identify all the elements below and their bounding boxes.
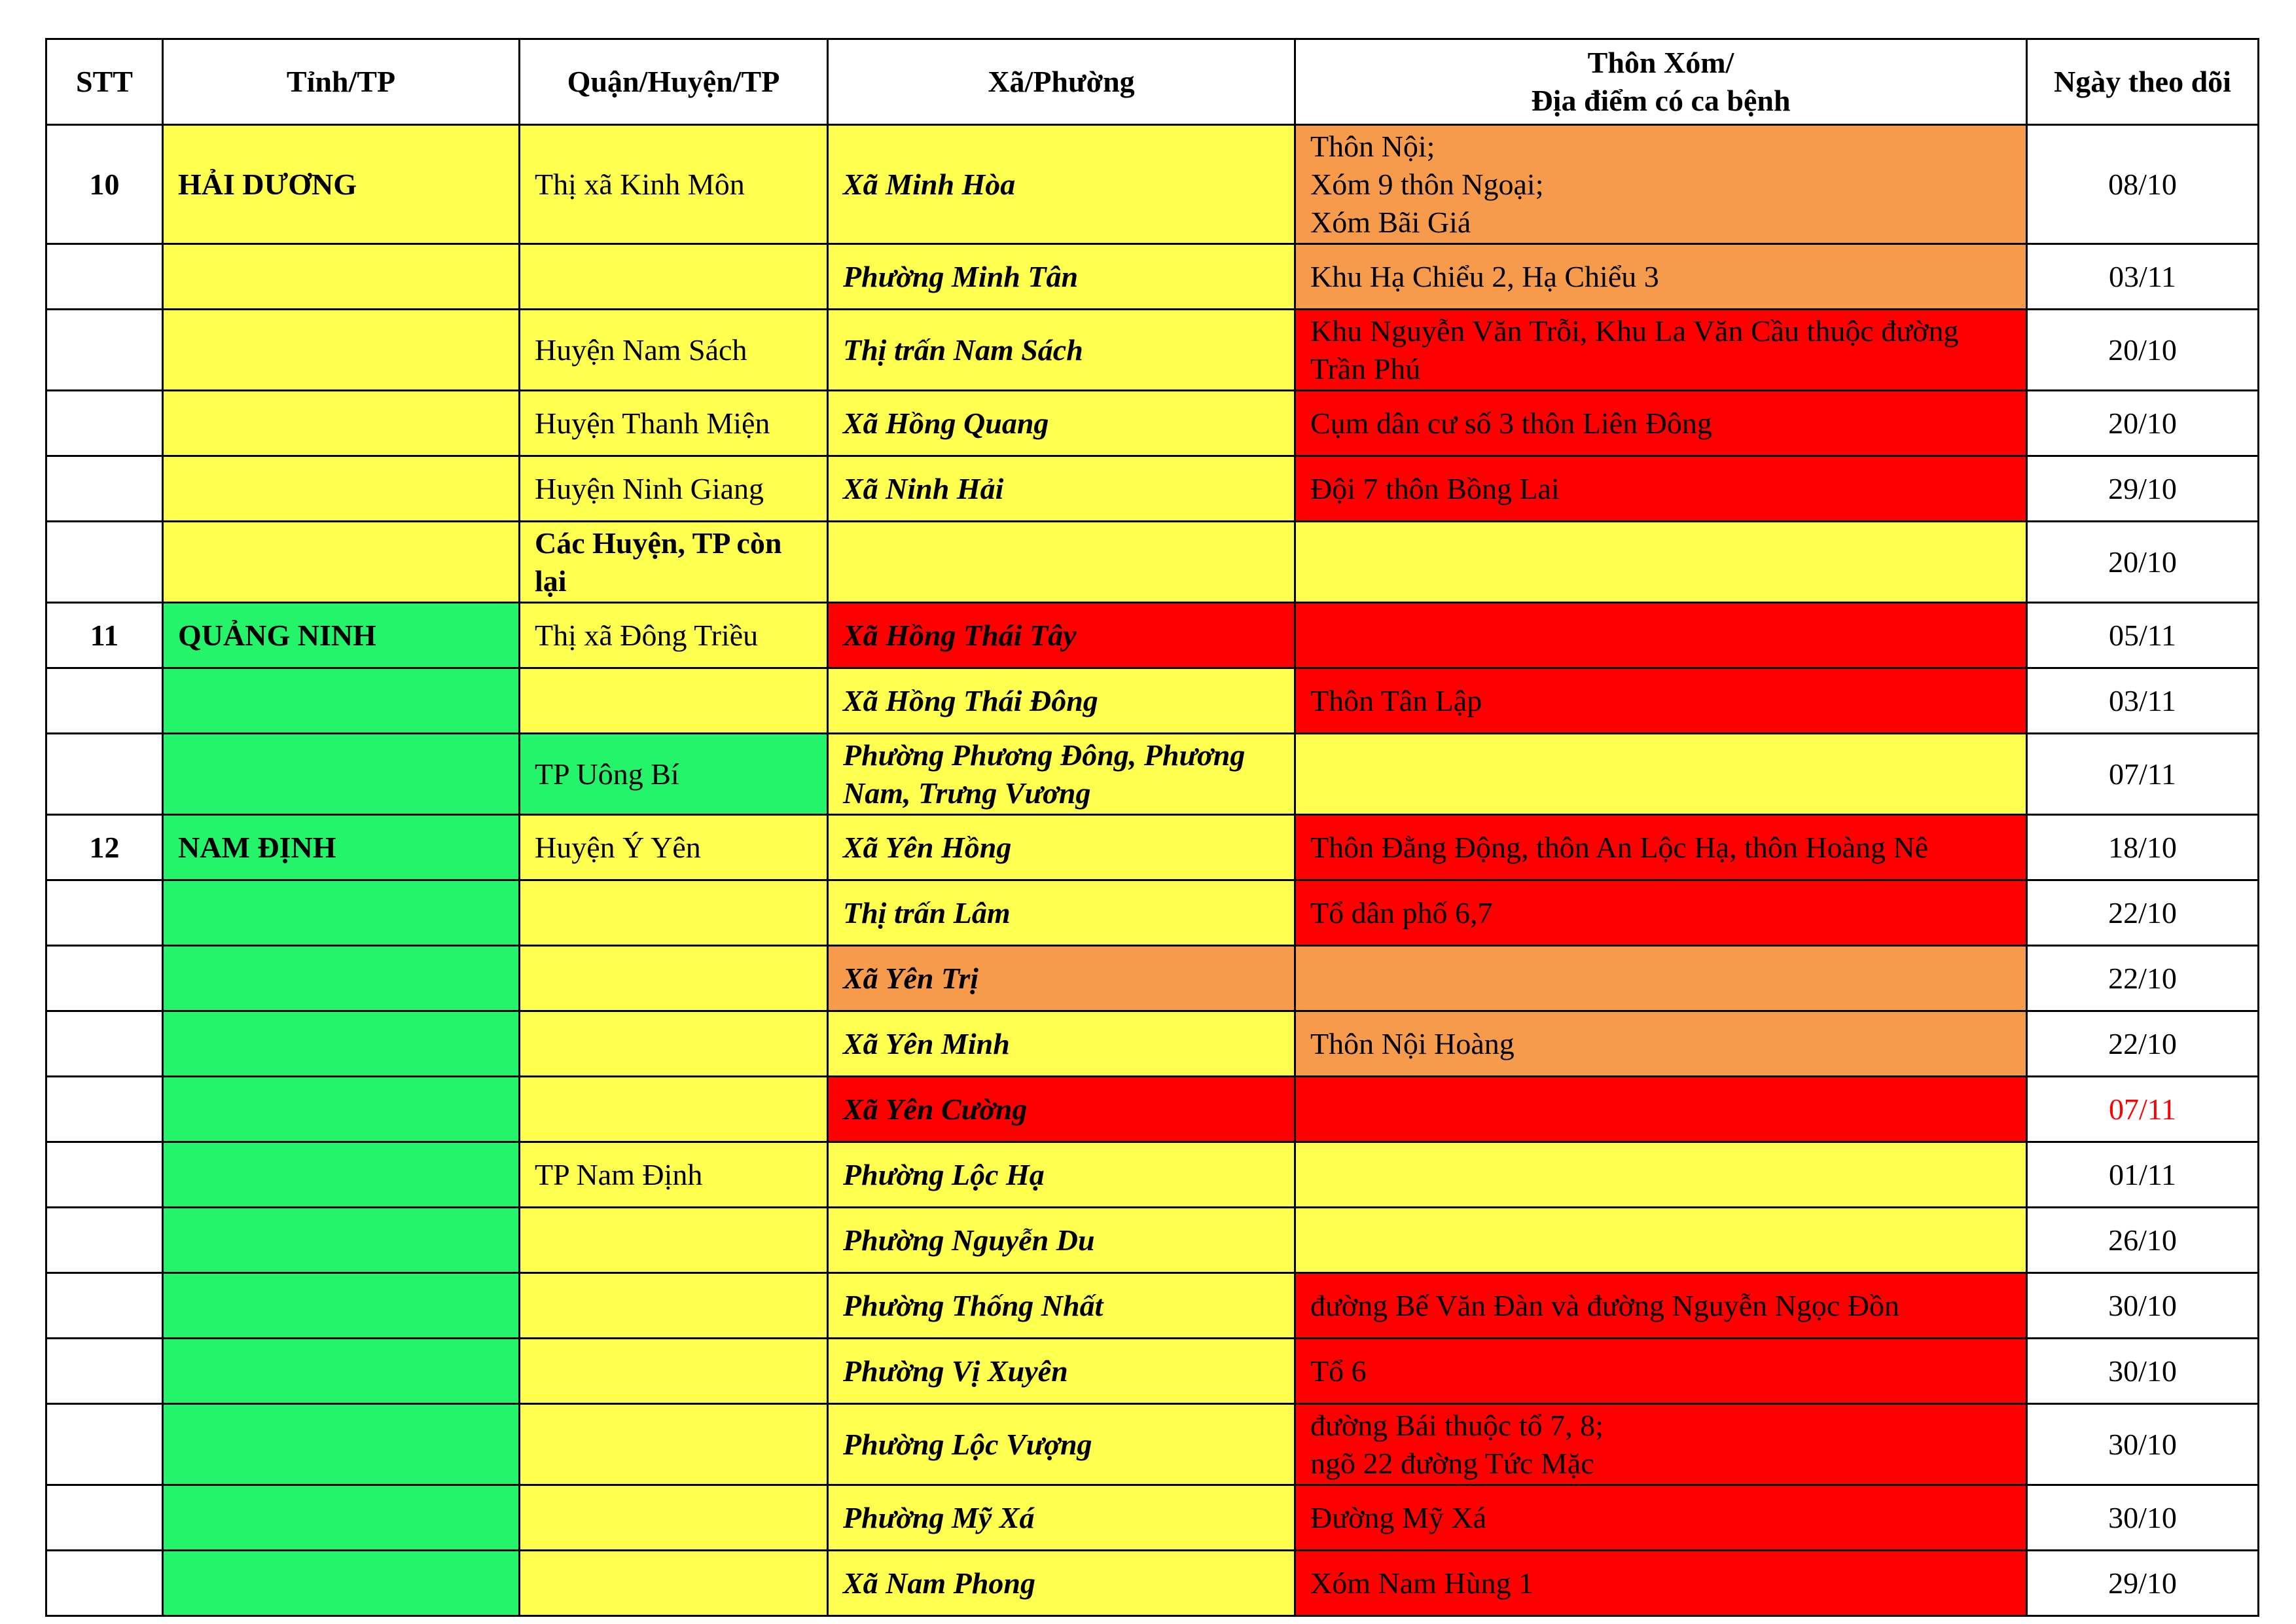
stt-cell [46, 668, 163, 734]
date-cell: 30/10 [2027, 1404, 2259, 1485]
header-location: Thôn Xóm/ Địa điểm có ca bệnh [1295, 39, 2027, 125]
stt-cell [46, 1404, 163, 1485]
stt-cell [46, 1551, 163, 1616]
province-cell [163, 244, 520, 310]
province-cell: NAM ĐỊNH [163, 815, 520, 880]
province-cell [163, 310, 520, 391]
stt-cell: 11 [46, 603, 163, 668]
date-cell: 07/11 [2027, 1077, 2259, 1142]
province-cell [163, 946, 520, 1011]
table-row [46, 734, 2259, 815]
ward-cell: Xã Minh Hòa [828, 125, 1295, 244]
date-cell: 30/10 [2027, 1339, 2259, 1404]
date-cell: 20/10 [2027, 522, 2259, 603]
stt-cell [46, 946, 163, 1011]
location-cell: Khu Hạ Chiểu 2, Hạ Chiểu 3 [1295, 244, 2027, 310]
location-cell [1295, 946, 2027, 1011]
district-cell: Các Huyện, TP còn lại [520, 522, 828, 603]
date-cell: 01/11 [2027, 1142, 2259, 1208]
location-cell [1295, 522, 2027, 603]
district-cell: Thị xã Đông Triều [520, 603, 828, 668]
ward-cell: Xã Hồng Thái Đông [828, 668, 1295, 734]
district-cell [520, 1273, 828, 1339]
header-date: Ngày theo dõi [2027, 39, 2259, 125]
table-row [46, 880, 2259, 946]
province-cell [163, 734, 520, 815]
province-cell [163, 1011, 520, 1077]
ward-cell: Xã Hồng Quang [828, 391, 1295, 456]
province-cell [163, 391, 520, 456]
district-cell [520, 946, 828, 1011]
table-row [46, 456, 2259, 522]
district-cell: TP Uông Bí [520, 734, 828, 815]
date-cell: 08/10 [2027, 125, 2259, 244]
location-cell: Đội 7 thôn Bồng Lai [1295, 456, 2027, 522]
province-cell [163, 1208, 520, 1273]
date-cell: 30/10 [2027, 1273, 2259, 1339]
district-cell [520, 668, 828, 734]
date-cell: 20/10 [2027, 391, 2259, 456]
table-row [46, 1142, 2259, 1208]
province-cell [163, 456, 520, 522]
location-cell: Tổ dân phố 6,7 [1295, 880, 2027, 946]
district-cell [520, 1011, 828, 1077]
location-cell [1295, 1142, 2027, 1208]
province-cell [163, 1404, 520, 1485]
ward-cell: Xã Yên Hồng [828, 815, 1295, 880]
district-cell [520, 1404, 828, 1485]
province-cell [163, 1077, 520, 1142]
ward-cell: Xã Hồng Thái Tây [828, 603, 1295, 668]
table-row [46, 946, 2259, 1011]
location-cell: đường Bế Văn Đàn và đường Nguyễn Ngọc Đồn [1295, 1273, 2027, 1339]
stt-cell [46, 734, 163, 815]
district-cell [520, 1485, 828, 1551]
ward-cell [828, 522, 1295, 603]
table-row [46, 522, 2259, 603]
table-row [46, 1339, 2259, 1404]
table-row [46, 1273, 2259, 1339]
province-cell [163, 880, 520, 946]
stt-cell [46, 1077, 163, 1142]
stt-cell [46, 522, 163, 603]
district-cell [520, 1077, 828, 1142]
district-cell [520, 1551, 828, 1616]
district-cell [520, 244, 828, 310]
table-row [46, 391, 2259, 456]
province-cell [163, 1273, 520, 1339]
header-stt: STT [46, 39, 163, 125]
district-cell: Huyện Ninh Giang [520, 456, 828, 522]
ward-cell: Phường Phương Đông, Phương Nam, Trưng Vương [828, 734, 1295, 815]
date-cell: 30/10 [2027, 1485, 2259, 1551]
date-cell: 05/11 [2027, 603, 2259, 668]
table-row [46, 1551, 2259, 1616]
stt-cell [46, 391, 163, 456]
date-cell: 29/10 [2027, 456, 2259, 522]
table-row [46, 310, 2259, 391]
location-cell: Thôn Tân Lập [1295, 668, 2027, 734]
district-cell: Huyện Thanh Miện [520, 391, 828, 456]
ward-cell: Xã Yên Minh [828, 1011, 1295, 1077]
province-cell [163, 1142, 520, 1208]
stt-cell [46, 1208, 163, 1273]
district-cell [520, 1208, 828, 1273]
district-cell [520, 1339, 828, 1404]
district-cell: Thị xã Kinh Môn [520, 125, 828, 244]
district-cell: Huyện Nam Sách [520, 310, 828, 391]
location-cell: Khu Nguyễn Văn Trỗi, Khu La Văn Cầu thuộc đường Trần Phú [1295, 310, 2027, 391]
header-district: Quận/Huyện/TP [520, 39, 828, 125]
table-row [46, 244, 2259, 310]
date-cell: 20/10 [2027, 310, 2259, 391]
ward-cell: Phường Lộc Hạ [828, 1142, 1295, 1208]
ward-cell: Xã Nam Phong [828, 1551, 1295, 1616]
ward-cell: Xã Ninh Hải [828, 456, 1295, 522]
stt-cell [46, 1339, 163, 1404]
date-cell: 26/10 [2027, 1208, 2259, 1273]
table-row [46, 1208, 2259, 1273]
province-cell [163, 668, 520, 734]
ward-cell: Phường Vị Xuyên [828, 1339, 1295, 1404]
location-cell: Thôn Nội Hoàng [1295, 1011, 2027, 1077]
province-cell: QUẢNG NINH [163, 603, 520, 668]
location-cell: đường Bái thuộc tổ 7, 8; ngõ 22 đường Tức Mặc [1295, 1404, 2027, 1485]
location-cell: Tổ 6 [1295, 1339, 2027, 1404]
stt-cell [46, 1485, 163, 1551]
table-row [46, 1404, 2259, 1485]
table-row [46, 668, 2259, 734]
location-cell: Xóm Nam Hùng 1 [1295, 1551, 2027, 1616]
ward-cell: Phường Minh Tân [828, 244, 1295, 310]
table-row [46, 603, 2259, 668]
district-cell: Huyện Ý Yên [520, 815, 828, 880]
ward-cell: Thị trấn Lâm [828, 880, 1295, 946]
location-cell [1295, 1077, 2027, 1142]
table-row [46, 1011, 2259, 1077]
province-cell: HẢI DƯƠNG [163, 125, 520, 244]
ward-cell: Xã Yên Cường [828, 1077, 1295, 1142]
table-row [46, 1077, 2259, 1142]
table-row [46, 815, 2259, 880]
location-cell [1295, 734, 2027, 815]
location-cell: Thôn Nội; Xóm 9 thôn Ngoại; Xóm Bãi Giá [1295, 125, 2027, 244]
stt-cell: 12 [46, 815, 163, 880]
location-cell: Cụm dân cư số 3 thôn Liên Đông [1295, 391, 2027, 456]
stt-cell [46, 880, 163, 946]
district-cell: TP Nam Định [520, 1142, 828, 1208]
province-cell [163, 522, 520, 603]
date-cell: 18/10 [2027, 815, 2259, 880]
location-cell [1295, 1208, 2027, 1273]
header-province: Tỉnh/TP [163, 39, 520, 125]
location-cell [1295, 603, 2027, 668]
ward-cell: Thị trấn Nam Sách [828, 310, 1295, 391]
stt-cell [46, 1142, 163, 1208]
table-body [46, 125, 2259, 1616]
district-cell [520, 880, 828, 946]
stt-cell [46, 310, 163, 391]
stt-cell [46, 244, 163, 310]
ward-cell: Phường Mỹ Xá [828, 1485, 1295, 1551]
location-cell: Thôn Đằng Động, thôn An Lộc Hạ, thôn Hoàng Nê [1295, 815, 2027, 880]
date-cell: 07/11 [2027, 734, 2259, 815]
tracking-table [45, 38, 2259, 1617]
province-cell [163, 1339, 520, 1404]
table-row [46, 1485, 2259, 1551]
ward-cell: Phường Lộc Vượng [828, 1404, 1295, 1485]
date-cell: 22/10 [2027, 946, 2259, 1011]
stt-cell [46, 456, 163, 522]
stt-cell [46, 1273, 163, 1339]
stt-cell: 10 [46, 125, 163, 244]
ward-cell: Phường Nguyễn Du [828, 1208, 1295, 1273]
stt-cell [46, 1011, 163, 1077]
ward-cell: Xã Yên Trị [828, 946, 1295, 1011]
ward-cell: Phường Thống Nhất [828, 1273, 1295, 1339]
date-cell: 22/10 [2027, 1011, 2259, 1077]
province-cell [163, 1485, 520, 1551]
date-cell: 03/11 [2027, 668, 2259, 734]
location-cell: Đường Mỹ Xá [1295, 1485, 2027, 1551]
header-row [46, 39, 2259, 125]
header-ward: Xã/Phường [828, 39, 1295, 125]
date-cell: 29/10 [2027, 1551, 2259, 1616]
date-cell: 22/10 [2027, 880, 2259, 946]
table-row [46, 125, 2259, 244]
date-cell: 03/11 [2027, 244, 2259, 310]
province-cell [163, 1551, 520, 1616]
